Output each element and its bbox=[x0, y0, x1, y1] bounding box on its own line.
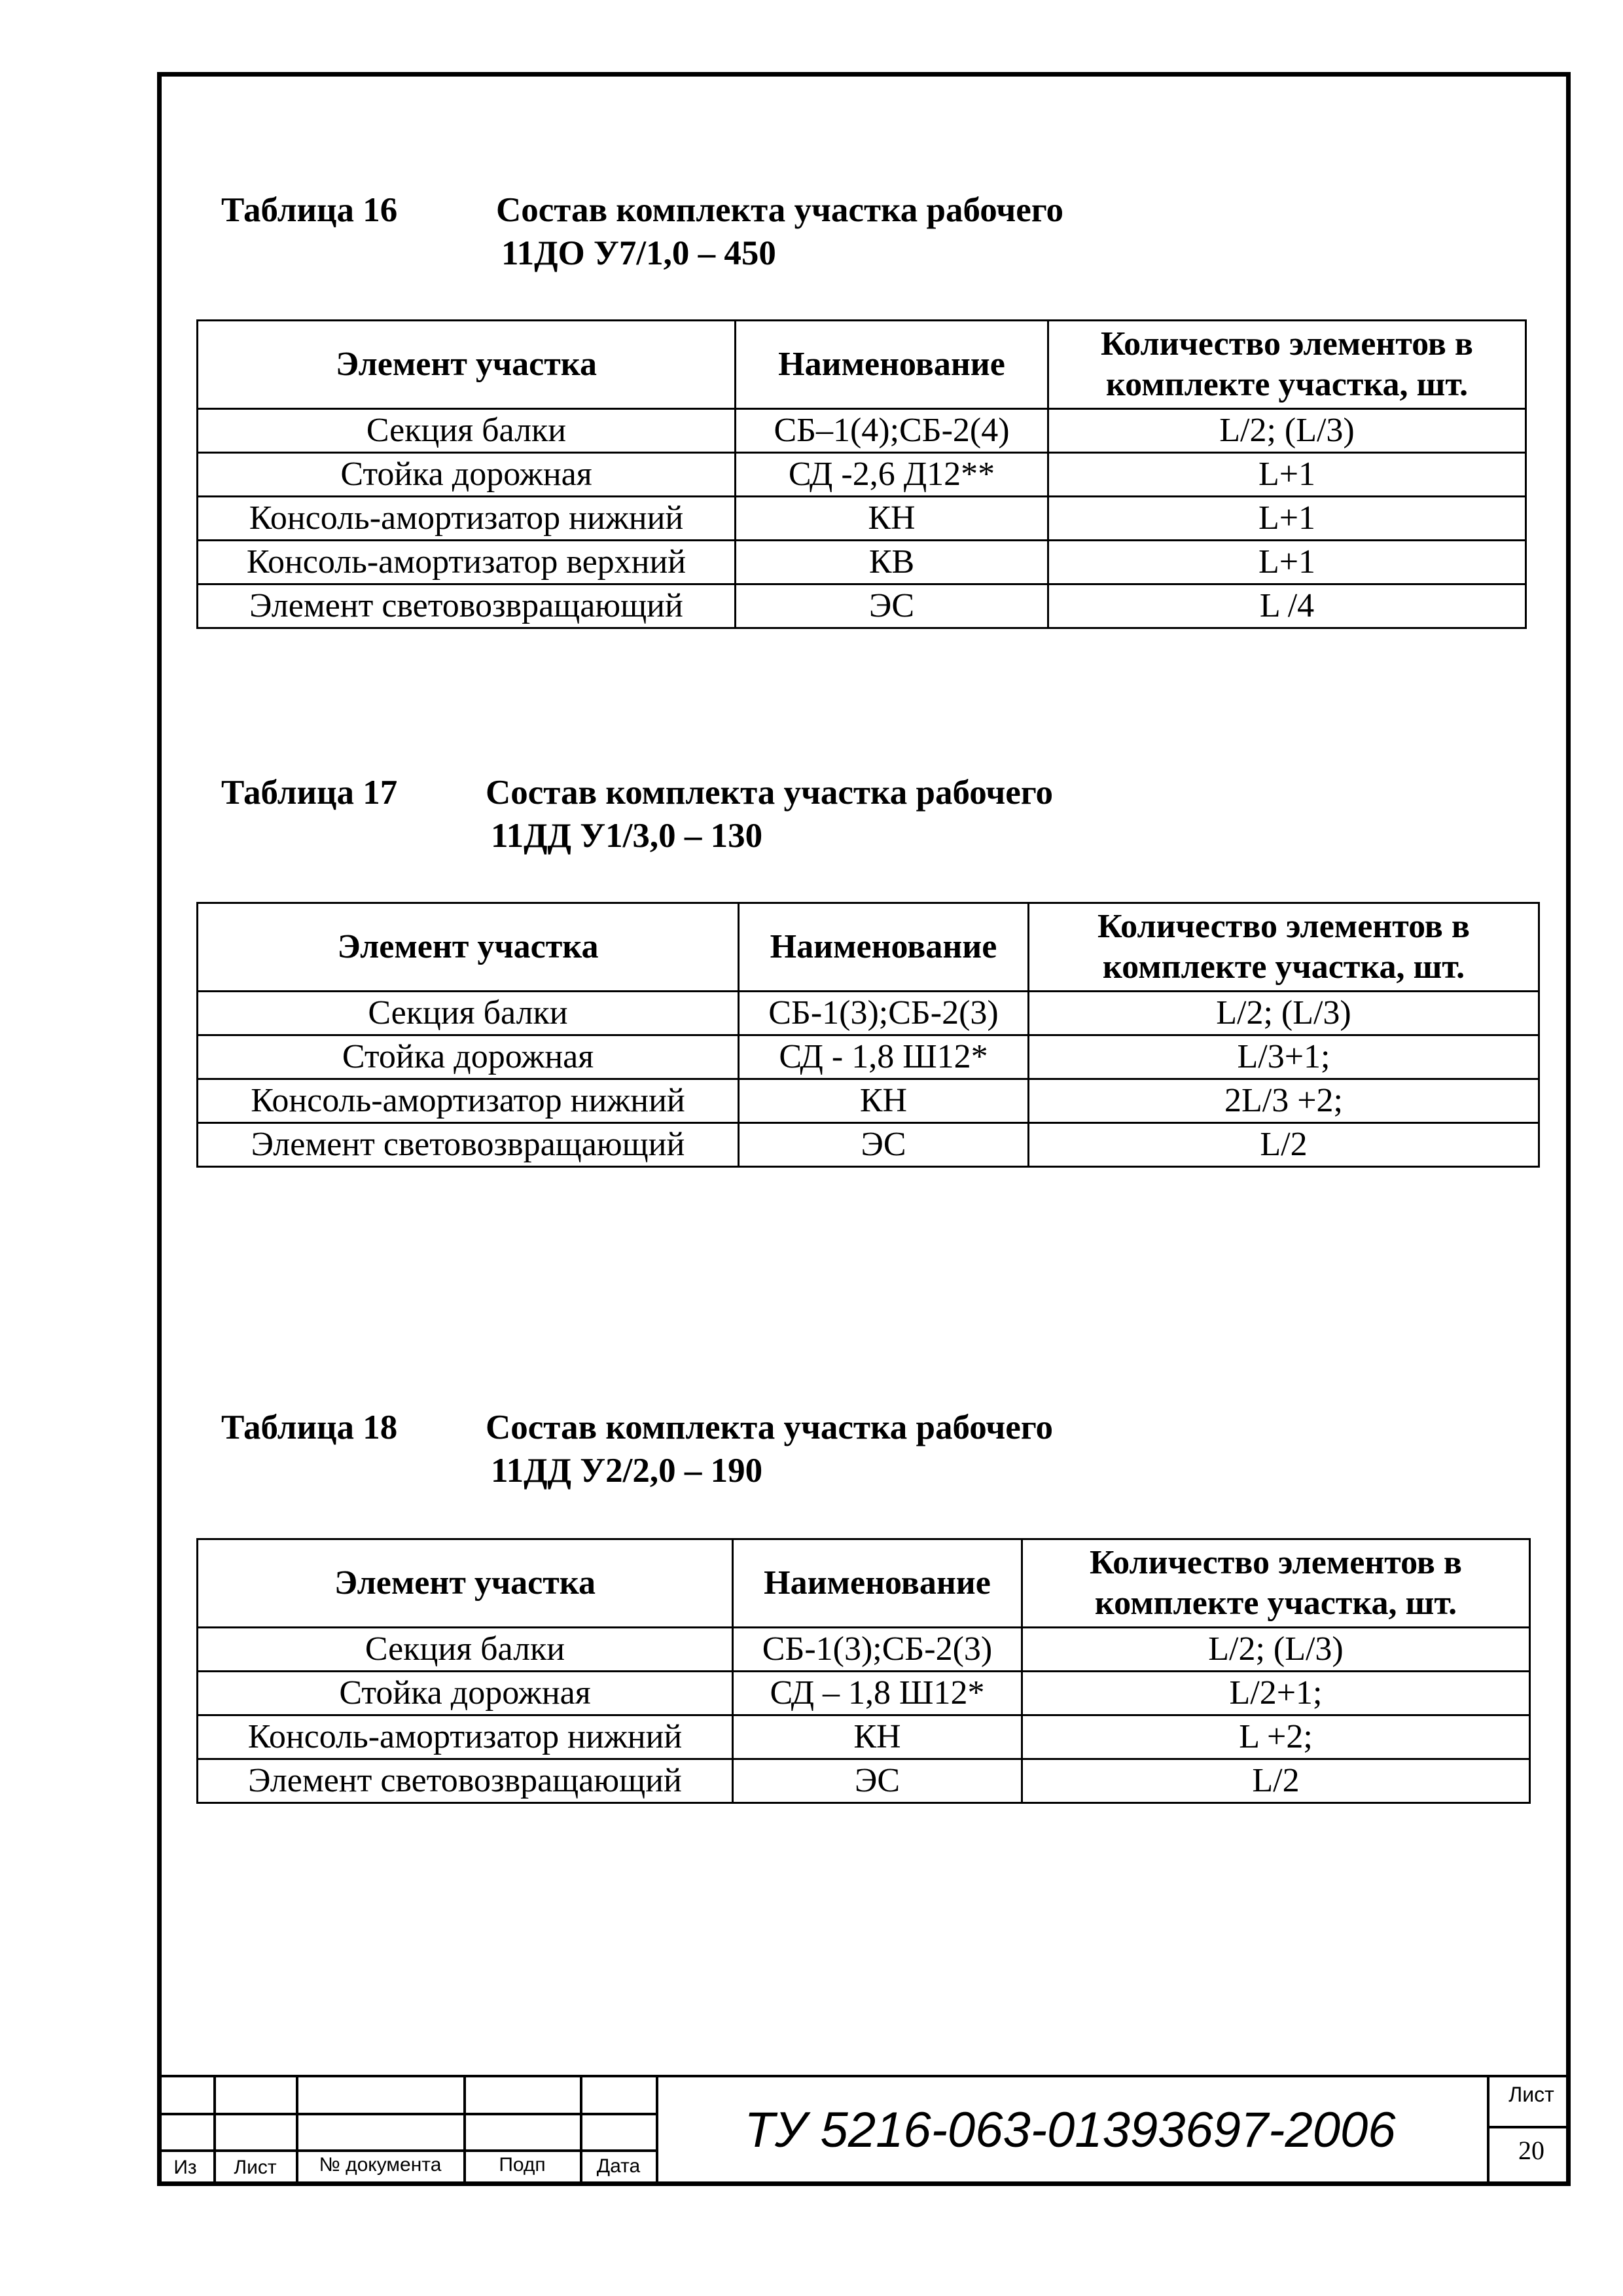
table18-number: Таблица 18 bbox=[221, 1408, 398, 1446]
cell-name: ЭС bbox=[736, 584, 1048, 628]
stamp-line bbox=[1487, 2126, 1571, 2128]
cell-count: L/2; (L/3) bbox=[1022, 1628, 1530, 1672]
table18-title-line2: 11ДД У2/2,0 – 190 bbox=[491, 1452, 763, 1490]
cell-element: Элемент световозвращающий bbox=[198, 584, 736, 628]
table-row bbox=[198, 1715, 1530, 1759]
table17 bbox=[196, 902, 1540, 1168]
table-row bbox=[198, 1079, 1539, 1123]
cell-count: L/2; (L/3) bbox=[1048, 409, 1526, 453]
cell-count: L/2+1; bbox=[1022, 1672, 1530, 1715]
table16-title-line2: 11ДО У7/1,0 – 450 bbox=[501, 234, 776, 272]
cell-name: КН bbox=[736, 497, 1048, 541]
cell-count: L/2 bbox=[1022, 1759, 1530, 1803]
cell-element: Секция балки bbox=[198, 1628, 733, 1672]
table-row bbox=[198, 497, 1526, 541]
table16-number: Таблица 16 bbox=[221, 191, 398, 229]
table-row bbox=[198, 1035, 1539, 1079]
cell-element: Элемент световозвращающий bbox=[198, 1759, 733, 1803]
cell-name: СБ-1(3);СБ-2(3) bbox=[739, 992, 1029, 1035]
cell-name: СБ-1(3);СБ-2(3) bbox=[733, 1628, 1022, 1672]
table-header-row bbox=[198, 903, 1539, 992]
stamp-line bbox=[157, 2075, 1571, 2077]
cell-name: КВ bbox=[736, 541, 1048, 584]
header-count bbox=[1048, 321, 1526, 409]
cell-name: ЭС bbox=[733, 1759, 1022, 1803]
header-count bbox=[1022, 1539, 1530, 1628]
table18-title-line1: Состав комплекта участка рабочего bbox=[486, 1408, 1054, 1446]
cell-element: Элемент световозвращающий bbox=[198, 1123, 739, 1167]
table17-title-line1: Состав комплекта участка рабочего bbox=[486, 774, 1054, 812]
table-row bbox=[198, 1628, 1530, 1672]
table-row bbox=[198, 1672, 1530, 1715]
header-count-line2: комплекте участка, шт. bbox=[1102, 948, 1465, 986]
cell-name: ЭС bbox=[739, 1123, 1029, 1167]
table16-title-line1: Состав комплекта участка рабочего bbox=[496, 191, 1064, 229]
cell-element: Секция балки bbox=[198, 409, 736, 453]
stamp-line bbox=[1487, 2075, 1489, 2186]
cell-name: КН bbox=[739, 1079, 1029, 1123]
sheet-label: Лист bbox=[1508, 2083, 1554, 2106]
table17-number: Таблица 17 bbox=[221, 774, 398, 812]
cell-count: L /4 bbox=[1048, 584, 1526, 628]
cell-element: Стойка дорожная bbox=[198, 1672, 733, 1715]
stamp-col-list: Лист bbox=[234, 2157, 277, 2178]
cell-element: Консоль-амортизатор верхний bbox=[198, 541, 736, 584]
table-row bbox=[198, 584, 1526, 628]
table-header-row bbox=[198, 321, 1526, 409]
cell-element: Стойка дорожная bbox=[198, 1035, 739, 1079]
header-count-line1: Количество элементов в bbox=[1090, 1544, 1462, 1581]
cell-count: L +2; bbox=[1022, 1715, 1530, 1759]
cell-element: Консоль-амортизатор нижний bbox=[198, 1079, 739, 1123]
table-row bbox=[198, 541, 1526, 584]
cell-name: СД - 1,8 Ш12* bbox=[739, 1035, 1029, 1079]
table18 bbox=[196, 1538, 1531, 1804]
header-element: Элемент участка bbox=[198, 321, 736, 409]
header-name: Наименование bbox=[739, 903, 1029, 992]
stamp-col-podp: Подп bbox=[499, 2154, 546, 2176]
cell-count: L/3+1; bbox=[1029, 1035, 1539, 1079]
header-element: Элемент участка bbox=[198, 1539, 733, 1628]
table-header-row bbox=[198, 1539, 1530, 1628]
cell-count: L/2; (L/3) bbox=[1029, 992, 1539, 1035]
header-count-line2: комплекте участка, шт. bbox=[1094, 1585, 1457, 1622]
cell-element: Консоль-амортизатор нижний bbox=[198, 1715, 733, 1759]
title-block bbox=[157, 2075, 1571, 2186]
table17-title-line2: 11ДД У1/3,0 – 130 bbox=[491, 817, 763, 855]
cell-element: Секция балки bbox=[198, 992, 739, 1035]
header-count-line2: комплекте участка, шт. bbox=[1105, 366, 1469, 403]
table-row bbox=[198, 409, 1526, 453]
table-row bbox=[198, 992, 1539, 1035]
cell-count: L+1 bbox=[1048, 497, 1526, 541]
cell-name: КН bbox=[733, 1715, 1022, 1759]
cell-name: СД -2,6 Д12** bbox=[736, 453, 1048, 497]
cell-count: L/2 bbox=[1029, 1123, 1539, 1167]
stamp-line bbox=[157, 2113, 658, 2115]
document-code: ТУ 5216-063-01393697-2006 bbox=[744, 2102, 1396, 2158]
header-name: Наименование bbox=[733, 1539, 1022, 1628]
stamp-col-iz: Из bbox=[173, 2157, 197, 2178]
stamp-col-data: Дата bbox=[596, 2155, 641, 2177]
table-row bbox=[198, 453, 1526, 497]
stamp-col-doc: № документа bbox=[319, 2154, 442, 2176]
header-count bbox=[1029, 903, 1539, 992]
cell-element: Стойка дорожная bbox=[198, 453, 736, 497]
cell-name: СБ–1(4);СБ-2(4) bbox=[736, 409, 1048, 453]
header-count-line1: Количество элементов в bbox=[1101, 325, 1473, 363]
table-row bbox=[198, 1759, 1530, 1803]
cell-count: L+1 bbox=[1048, 453, 1526, 497]
cell-count: 2L/3 +2; bbox=[1029, 1079, 1539, 1123]
cell-name: СД – 1,8 Ш12* bbox=[733, 1672, 1022, 1715]
cell-element: Консоль-амортизатор нижний bbox=[198, 497, 736, 541]
header-count-line1: Количество элементов в bbox=[1097, 908, 1470, 945]
sheet-number: 20 bbox=[1518, 2136, 1544, 2165]
table-row bbox=[198, 1123, 1539, 1167]
table16 bbox=[196, 319, 1527, 629]
header-name: Наименование bbox=[736, 321, 1048, 409]
cell-count: L+1 bbox=[1048, 541, 1526, 584]
header-element: Элемент участка bbox=[198, 903, 739, 992]
